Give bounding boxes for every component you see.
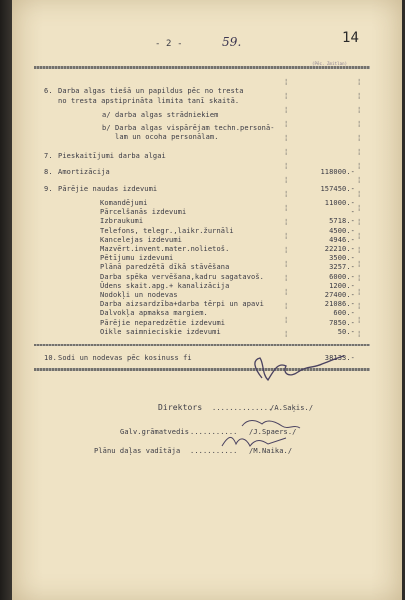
sub-item-label: Darba spēka vervēšana,kadru sagatavoš. [100,273,264,281]
column-tick: ¦ [284,330,289,338]
sub-item-value: - [350,208,355,216]
sub-item-value: 4500.- [329,227,355,235]
column-tick: ¦ [284,148,289,156]
sub-item-label: Mazvērt.invent.mater.nolietoš. [100,245,230,253]
director-signature [255,356,344,380]
sub-item-value: 7850.- [329,319,355,327]
item-number: 9. [44,185,53,193]
folio-number: 14 [342,30,360,46]
column-tick: ¦ [357,204,362,212]
sub-item-label: Oikle saimnieciskie izdevumi [100,328,221,336]
signature-name: /J.Spaers./ [249,428,297,436]
signature-dots: ........... [190,428,238,436]
column-tick: ¦ [284,204,289,212]
column-tick: ¦ [284,190,289,198]
item-label: Sodi un nodevas pēc kosinuss fi [58,354,192,362]
sub-item-value: 50.- [337,328,355,336]
column-tick: ¦ [357,176,362,184]
item-label: no tresta apstiprināta limita tanī skaitā. [58,97,240,105]
sub-item-label: Ūdens skait.apg.+ kanalizācija [100,282,230,290]
planning-signature [222,437,286,446]
sub-item-label: Pētījumu izdevumi [100,254,174,262]
column-tick: ¦ [357,92,362,100]
column-tick: ¦ [357,218,362,226]
column-tick: ¦ [357,246,362,254]
item-label: a/ darba algas strādniekiem [102,111,219,119]
column-tick: ¦ [284,78,289,86]
item-number: 6. [44,87,53,95]
item-value: 38133.- [324,354,355,362]
column-tick: ¦ [357,260,362,268]
item-label: lam un ocoha personālam. [115,133,219,141]
sub-item-label: Kancelejas izdevumi [100,236,182,244]
item-number: 10. [44,354,57,362]
signature-dots: ........... [190,447,238,455]
sub-item-value: 11000.- [324,199,355,207]
column-tick: ¦ [284,288,289,296]
column-tick: ¦ [284,162,289,170]
sub-item-value: 6000.- [329,273,355,281]
column-tick: ¦ [284,274,289,282]
column-tick: ¦ [357,190,362,198]
sub-item-label: Pārcelšanās izdevumi [100,208,187,216]
top-rule [34,66,370,69]
column-tick: ¦ [357,232,362,240]
column-tick: ¦ [284,218,289,226]
sub-item-label: Telefons, telegr.,laikr.žurnāli [100,227,234,235]
column-tick: ¦ [357,148,362,156]
column-tick: ¦ [284,120,289,128]
signature-role: Direktors [158,403,203,412]
item-label: Amortizācija [58,168,110,176]
sub-item-value: 1200.- [329,282,355,290]
column-tick: ¦ [357,106,362,114]
item-number: 8. [44,168,53,176]
column-tick: ¦ [284,106,289,114]
column-tick: ¦ [284,176,289,184]
column-tick: ¦ [357,134,362,142]
column-tick: ¦ [357,302,362,310]
handwritten-signatures [202,348,362,468]
sub-item-value: 600.- [333,309,355,317]
handwritten-page-number: 59. [222,35,242,49]
sub-item-label: Komandējumi [100,199,148,207]
column-tick: ¦ [284,316,289,324]
mid-rule [34,344,370,346]
item-label: Pārējie naudas izdevumi [58,185,158,193]
column-tick: ¦ [284,260,289,268]
column-tick: ¦ [357,330,362,338]
column-tick: ¦ [357,316,362,324]
column-tick: ¦ [357,78,362,86]
sub-item-value: 27400.- [324,291,355,299]
column-tick: ¦ [357,288,362,296]
binding-edge [0,0,12,600]
sub-item-value: 5718.- [329,217,355,225]
item-value: 157450.- [320,185,355,193]
signature-dots: .............. [212,404,273,412]
sub-item-label: Nodokļi un nodevas [100,291,178,299]
sub-item-value: 3500.- [329,254,355,262]
signature-role: Galv.grāmatvedis [120,428,190,436]
document-page [12,0,402,600]
sub-item-label: Plānā paredzētā dīkā stāvēšana [100,263,230,271]
sub-item-label: Pārējie neparedzētie izdevumi [100,319,226,327]
accountant-signature [242,421,300,429]
item-label: Darba algas tiešā un papildus pēc no tresta [58,87,244,95]
sub-item-label: Dalvokļa apmaksa margiem. [100,309,208,317]
column-tick: ¦ [284,302,289,310]
column-tick: ¦ [357,120,362,128]
column-tick: ¦ [284,92,289,100]
sub-item-label: Izbraukumi [100,217,144,225]
item-number: 7. [44,152,53,160]
page-marker: - 2 - [155,39,183,49]
column-tick: ¦ [357,162,362,170]
sub-item-value: 21086.- [324,300,355,308]
column-tick: ¦ [284,232,289,240]
stamp-text: (Pēc. Zmitlan) [312,61,348,66]
sub-item-value: 3257.- [329,263,355,271]
sub-item-value: 4946.- [329,236,355,244]
sub-item-value: 22210.- [324,245,355,253]
item-value: 118000.- [320,168,355,176]
column-tick: ¦ [284,134,289,142]
item-label: b/ Darba algas vispārējam techn.personā- [102,124,275,132]
signature-name: /M.Naika./ [249,447,293,455]
column-tick: ¦ [357,274,362,282]
signature-name: /A.Saķis./ [270,404,314,412]
sub-item-label: Darba aizsardzība+darba tērpi un apavi [100,300,264,308]
column-tick: ¦ [284,246,289,254]
signature-role: Plānu daļas vadītāja [94,447,181,455]
item-label: Pieskaitījumi darba algai [58,152,166,160]
